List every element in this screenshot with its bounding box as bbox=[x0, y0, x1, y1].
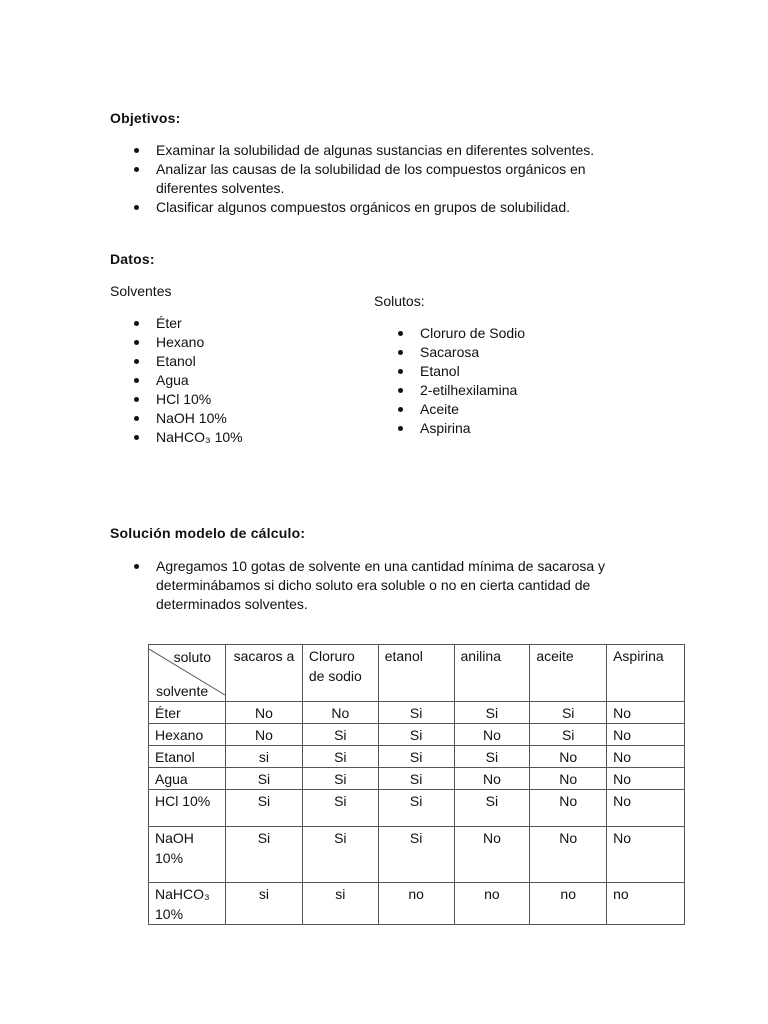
table-cell: No bbox=[302, 702, 378, 724]
table-cell: No bbox=[454, 827, 530, 883]
table-row bbox=[149, 768, 685, 790]
list-item: Analizar las causas de la solubilidad de los compuestos orgánicos en diferentes solventes. bbox=[110, 160, 670, 198]
table-cell: Si bbox=[378, 790, 454, 827]
list-item: Examinar la solubilidad de algunas sustancias en diferentes solventes. bbox=[110, 141, 670, 160]
table-cell: Si bbox=[302, 768, 378, 790]
header-cell: Cloruro de sodio bbox=[302, 645, 378, 702]
list-item: Clasificar algunos compuestos orgánicos en grupos de solubilidad. bbox=[110, 198, 670, 217]
row-label: Agua bbox=[149, 768, 226, 790]
list-item: Agregamos 10 gotas de solvente en una cantidad mínima de sacarosa y determinábamos si dicho soluto era soluble o no en cierta cantidad de determinados solventes. bbox=[110, 557, 670, 614]
table-cell: Si bbox=[378, 724, 454, 746]
table-cell: No bbox=[607, 702, 685, 724]
table-row bbox=[149, 702, 685, 724]
table-cell: Si bbox=[302, 746, 378, 768]
list-item: Etanol bbox=[374, 362, 634, 381]
header-cell: etanol bbox=[378, 645, 454, 702]
list-item: Agua bbox=[110, 371, 330, 390]
list-item: Aceite bbox=[374, 400, 634, 419]
table-cell: Si bbox=[454, 702, 530, 724]
table-cell: Si bbox=[530, 702, 607, 724]
table-cell: Si bbox=[225, 790, 302, 827]
objetivos-heading: Objetivos: bbox=[110, 110, 181, 126]
header-cell: aceite bbox=[530, 645, 607, 702]
table-cell: si bbox=[225, 746, 302, 768]
table-header-row bbox=[149, 645, 685, 702]
row-label: HCl 10% bbox=[149, 790, 226, 827]
table-cell: Si bbox=[302, 827, 378, 883]
row-label: Hexano bbox=[149, 724, 226, 746]
table-cell: no bbox=[607, 883, 685, 925]
solutos-list bbox=[374, 324, 634, 438]
list-item: NaOH 10% bbox=[110, 409, 330, 428]
header-cell: sacaros a bbox=[225, 645, 302, 702]
list-item: 2-etilhexilamina bbox=[374, 381, 634, 400]
solutos-label: Solutos: bbox=[374, 293, 425, 309]
table-cell: Si bbox=[302, 724, 378, 746]
list-item: NaHCO₃ 10% bbox=[110, 428, 330, 447]
table-cell: Si bbox=[378, 746, 454, 768]
table-cell: no bbox=[378, 883, 454, 925]
table-cell: no bbox=[530, 883, 607, 925]
row-label: Éter bbox=[149, 702, 226, 724]
list-item: Aspirina bbox=[374, 419, 634, 438]
table-cell: No bbox=[225, 702, 302, 724]
row-label: NaOH 10% bbox=[149, 827, 226, 883]
table-cell: si bbox=[302, 883, 378, 925]
solucion-heading: Solución modelo de cálculo: bbox=[110, 525, 306, 541]
solventes-label: Solventes bbox=[110, 283, 172, 299]
corner-soluto: soluto bbox=[173, 649, 211, 665]
table-row bbox=[149, 790, 685, 827]
table-cell: Si bbox=[378, 827, 454, 883]
objetivos-list bbox=[110, 141, 670, 217]
table-cell: Si bbox=[378, 702, 454, 724]
table-cell: Si bbox=[302, 790, 378, 827]
table-cell: No bbox=[454, 768, 530, 790]
table-cell: No bbox=[607, 746, 685, 768]
table-cell: No bbox=[607, 724, 685, 746]
list-item: Cloruro de Sodio bbox=[374, 324, 634, 343]
list-item: Sacarosa bbox=[374, 343, 634, 362]
table-cell: Si bbox=[454, 790, 530, 827]
datos-heading: Datos: bbox=[110, 251, 155, 267]
table-row bbox=[149, 827, 685, 883]
table-row bbox=[149, 746, 685, 768]
table-cell: No bbox=[607, 768, 685, 790]
table-cell: Si bbox=[378, 768, 454, 790]
header-cell: anilina bbox=[454, 645, 530, 702]
list-item: Hexano bbox=[110, 333, 330, 352]
table-cell: si bbox=[225, 883, 302, 925]
solucion-list bbox=[110, 557, 670, 614]
corner-cell bbox=[149, 645, 226, 702]
table-cell: no bbox=[454, 883, 530, 925]
table-cell: Si bbox=[225, 827, 302, 883]
table-cell: No bbox=[454, 724, 530, 746]
list-item: Éter bbox=[110, 314, 330, 333]
table-cell: No bbox=[225, 724, 302, 746]
list-item: Etanol bbox=[110, 352, 330, 371]
corner-solvente: solvente bbox=[156, 683, 209, 699]
table-cell: No bbox=[530, 827, 607, 883]
table-cell: Si bbox=[454, 746, 530, 768]
row-label: Etanol bbox=[149, 746, 226, 768]
table-cell: No bbox=[607, 790, 685, 827]
table-cell: No bbox=[530, 746, 607, 768]
table-row bbox=[149, 883, 685, 925]
row-label: NaHCO₃ 10% bbox=[149, 883, 226, 925]
table-cell: No bbox=[530, 768, 607, 790]
table-row bbox=[149, 724, 685, 746]
table-cell: No bbox=[530, 790, 607, 827]
header-cell: Aspirina bbox=[607, 645, 685, 702]
list-item: HCl 10% bbox=[110, 390, 330, 409]
solubility-table bbox=[148, 644, 685, 925]
solventes-list bbox=[110, 314, 330, 447]
table-cell: Si bbox=[530, 724, 607, 746]
table-cell: Si bbox=[225, 768, 302, 790]
table-cell: No bbox=[607, 827, 685, 883]
